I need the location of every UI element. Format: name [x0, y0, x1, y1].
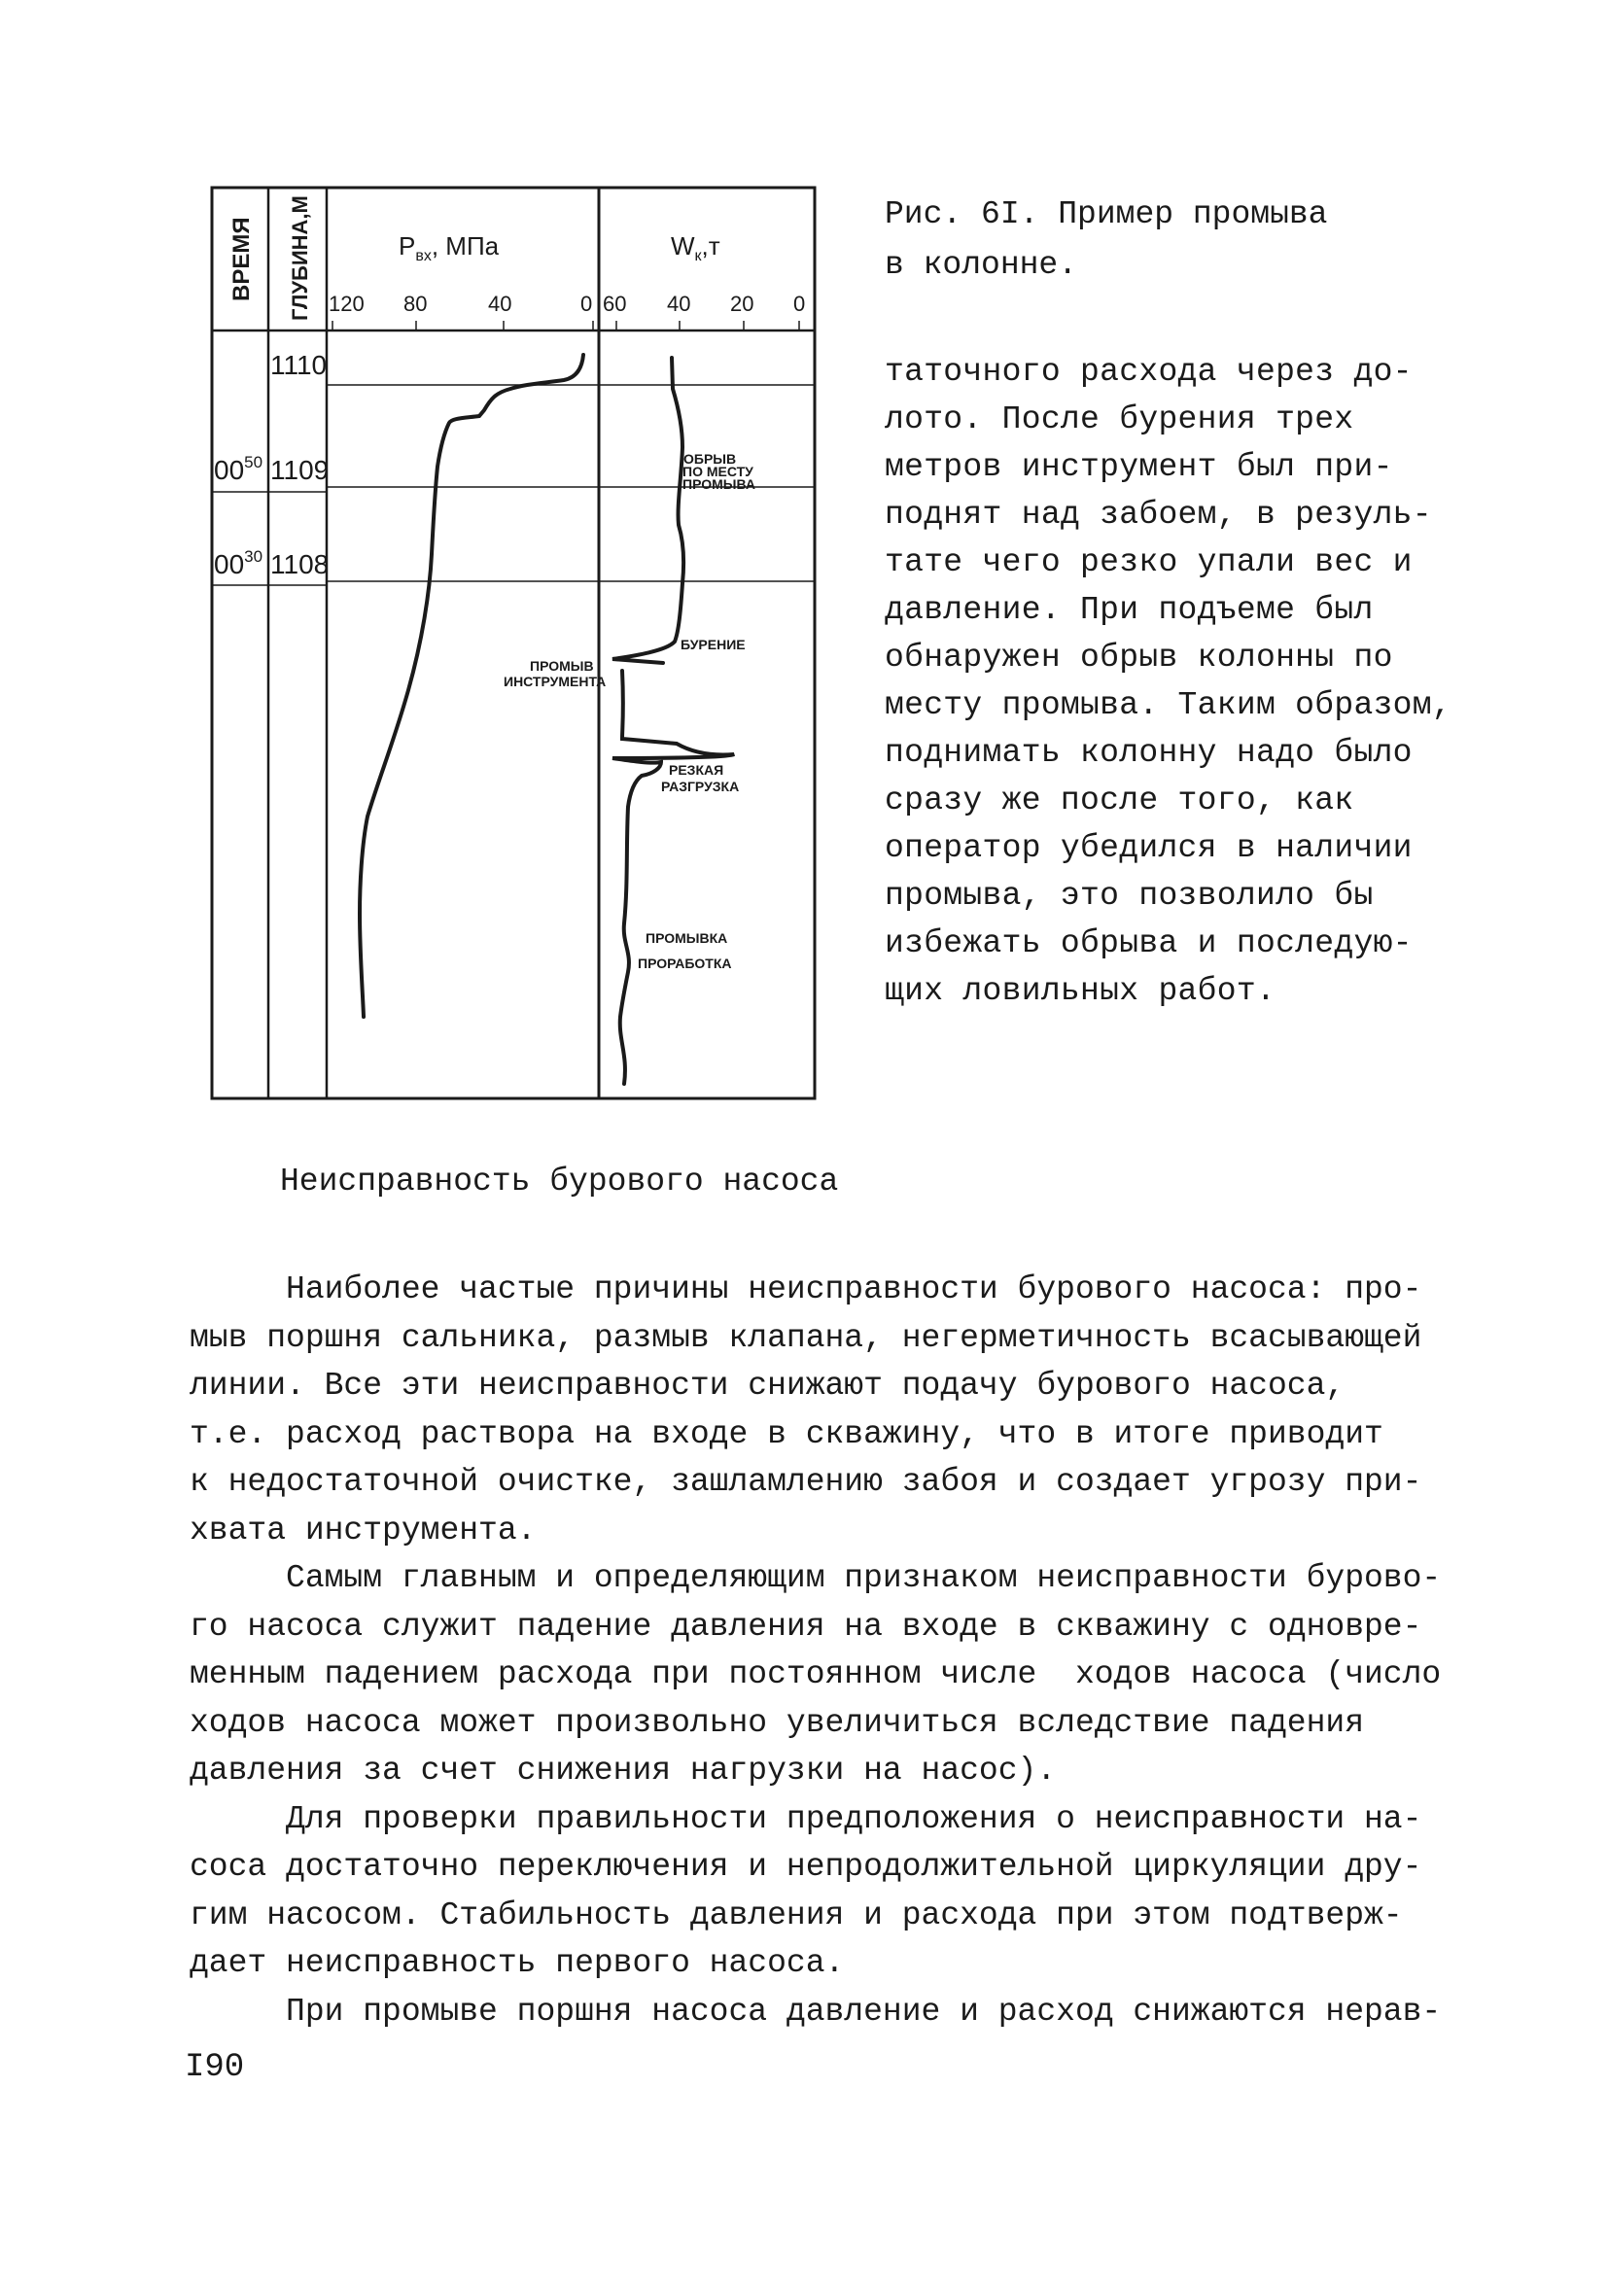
side-text [885, 348, 1468, 1015]
body-line: Для проверки правильности предположения о неисправности на- [190, 1800, 1422, 1837]
side-text-line: месту промыва. Таким образом, [885, 687, 1451, 723]
pressure-tick-0: 0 [580, 292, 593, 316]
body-line: ходов насоса может произвольно увеличиться вследствие падения [190, 1704, 1364, 1741]
body-line: Наиболее частые причины неисправности бурового насоса: про- [190, 1271, 1422, 1307]
side-text-line: оператор убедился в наличии [885, 830, 1413, 866]
side-text-line: тате чего резко упали вес и [885, 544, 1413, 580]
annotation-break-3: ПРОМЫВА [682, 476, 755, 492]
body-line: го насоса служит падение давления на входе в скважину с одновре- [190, 1608, 1422, 1645]
body-line: т.е. расход раствора на входе в скважину, что в итоге приводит [190, 1415, 1383, 1452]
col-depth-label: ГЛУБИНА,М [288, 195, 312, 321]
pressure-tick-40: 40 [488, 292, 512, 316]
figure-caption [885, 190, 1429, 291]
weight-tick-40: 40 [667, 292, 691, 316]
paragraph-4 [190, 1988, 1453, 2036]
depth-label-1108: 1108 [270, 549, 330, 579]
annotation-break-1: ОБРЫВ [683, 451, 737, 467]
weight-tick-0: 0 [793, 292, 806, 316]
weight-header: $W_к,т$ [671, 231, 720, 264]
side-text-line: промыва, это позволило бы [885, 878, 1374, 914]
side-text-line: поднят над забоем, в резуль- [885, 497, 1432, 533]
caption-line-1: Рис. 6I. Пример промыва [885, 196, 1328, 232]
weight-tick-60: 60 [603, 292, 627, 316]
figure-61 [204, 185, 826, 1108]
body-line: гим насосом. Стабильность давления и расхода при этом подтверж- [190, 1896, 1403, 1933]
depth-label-1109: 1109 [270, 455, 330, 485]
caption-line-2: в колонне. [885, 247, 1078, 283]
pressure-header: $Р_{вх}$, МПа [399, 231, 500, 264]
col-time-label: ВРЕМЯ [228, 217, 255, 301]
side-text-line: сразу же после того, как [885, 783, 1354, 818]
body-line: хвата инструмента. [190, 1512, 537, 1548]
annotation-washout-1: ПРОМЫВ [530, 658, 594, 674]
pressure-tick-80: 80 [403, 292, 428, 316]
time-label-1: $00^{50}$ [214, 453, 263, 485]
annotation-flush-1: ПРОМЫВКА [646, 930, 728, 946]
weight-tick-20: 20 [730, 292, 754, 316]
pressure-tick-120: 120 [329, 292, 365, 316]
depth-label-1110: 1110 [270, 350, 328, 380]
paragraph-2 [190, 1554, 1453, 1795]
annotation-unload-2: РАЗГРУЗКА [661, 779, 740, 794]
washout-chart [204, 185, 826, 1108]
body-line: линии. Все эти неисправности снижают подачу бурового насоса, [190, 1368, 1346, 1404]
side-text-line: давление. При подъеме был [885, 592, 1374, 628]
body-line: дает неисправность первого насоса. [190, 1945, 845, 1981]
paragraph-1 [190, 1266, 1453, 1554]
side-text-line: поднимать колонну надо было [885, 735, 1413, 771]
body-line: Самым главным и определяющим признаком неисправности бурово- [190, 1560, 1442, 1596]
annotation-drilling: БУРЕНИЕ [681, 637, 746, 652]
body-line: к недостаточной очистке, зашламлению забоя и создает угрозу при- [190, 1464, 1422, 1500]
body-line: мыв поршня сальника, размыв клапана, негерметичность всасывающей [190, 1319, 1422, 1356]
annotation-break-2: ПО МЕСТУ [682, 464, 753, 479]
side-text-line: таточного расхода через до- [885, 354, 1413, 390]
side-text-line: обнаружен обрыв колонны по [885, 640, 1393, 676]
annotation-unload-1: РЕЗКАЯ [669, 762, 724, 778]
side-text-line: избежать обрыва и последую- [885, 925, 1413, 961]
side-text-line: щих ловильных работ. [885, 973, 1276, 1009]
body-line: давления за счет снижения нагрузки на насос). [190, 1753, 1057, 1789]
body-line: При промыве поршня насоса давление и расход снижаются нерав- [190, 1993, 1442, 2030]
page-number: I90 [185, 2049, 245, 2086]
paragraph-3 [190, 1795, 1453, 1988]
annotation-flush-2: ПРОРАБОТКА [638, 956, 732, 971]
body-line: соса достаточно переключения и непродолжительной циркуляции дру- [190, 1849, 1422, 1885]
side-text-line: метров инструмент был при- [885, 449, 1393, 485]
section-heading: Неисправность бурового насоса [280, 1164, 839, 1200]
body-text [190, 1266, 1453, 2035]
annotation-washout-2: ИНСТРУМЕНТА [504, 674, 607, 689]
time-label-2: $00^{30}$ [214, 547, 263, 579]
side-text-line: лото. После бурения трех [885, 401, 1354, 437]
body-line: менным падением расхода при постоянном числе ходов насоса (число [190, 1656, 1442, 1692]
